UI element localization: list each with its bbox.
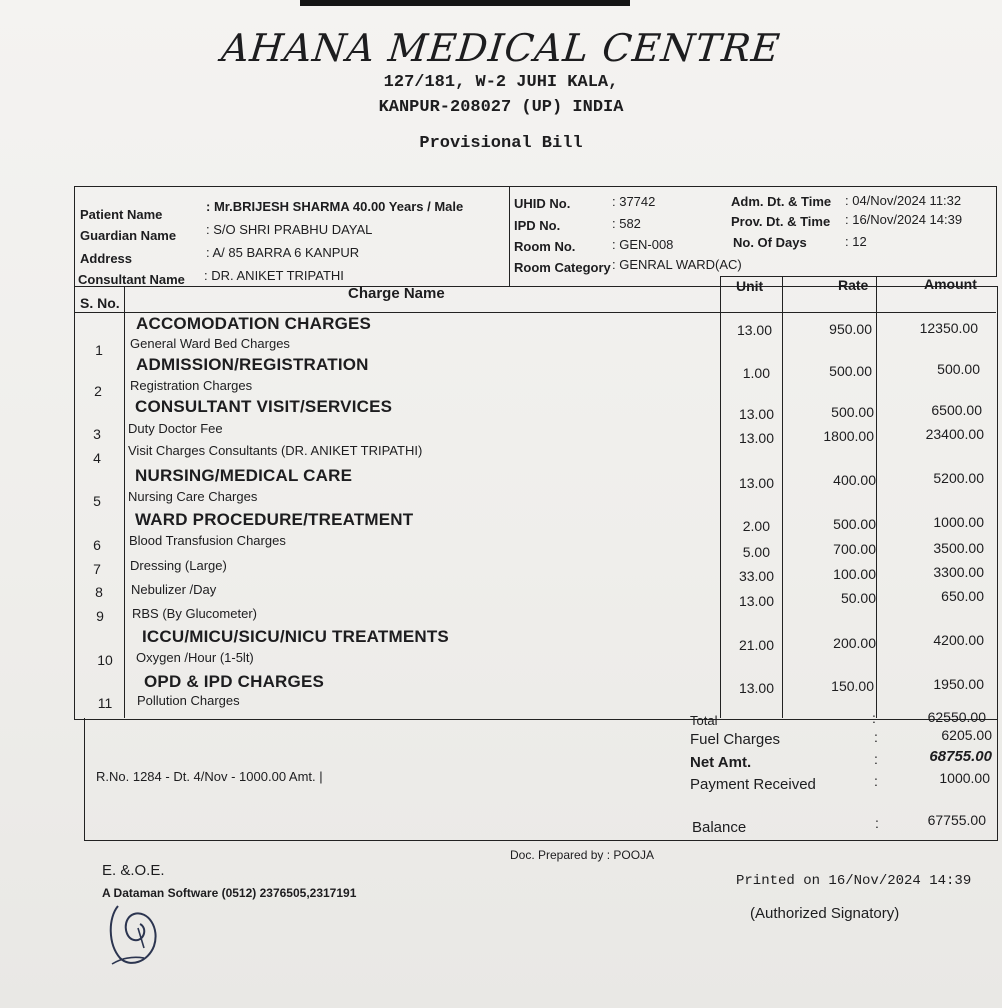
row-charge-name: Blood Transfusion Charges <box>129 533 286 548</box>
row-rate: 100.00 <box>833 566 876 582</box>
receipt-note: R.No. 1284 - Dt. 4/Nov - 1000.00 Amt. | <box>96 769 323 784</box>
row-sno: 5 <box>93 493 101 509</box>
row-rate: 500.00 <box>831 404 874 420</box>
unit-divider <box>782 276 783 718</box>
net-amount-value: 68755.00 <box>929 748 992 765</box>
row-amount: 650.00 <box>941 588 984 604</box>
consultant-name-label: Consultant Name <box>78 272 185 287</box>
balance-value: 67755.00 <box>927 812 986 828</box>
row-charge-name: Nebulizer /Day <box>131 582 217 597</box>
hospital-name: AHANA MEDICAL CENTRE <box>219 26 783 70</box>
row-rate: 400.00 <box>833 472 876 488</box>
ipd-label: IPD No. <box>514 218 561 233</box>
guardian-name-value: : S/O SHRI PRABHU DAYAL <box>206 222 373 237</box>
row-sno: 1 <box>95 342 103 358</box>
row-amount: 3500.00 <box>933 540 984 556</box>
row-charge-name: Nursing Care Charges <box>128 489 258 504</box>
payment-received-value: 1000.00 <box>939 770 990 786</box>
row-sno: 8 <box>95 584 103 600</box>
category-heading: CONSULTANT VISIT/SERVICES <box>135 397 393 416</box>
row-sno: 9 <box>96 608 104 624</box>
column-rate: Rate <box>838 277 869 293</box>
fuel-charges-colon: : <box>874 729 878 745</box>
row-sno: 2 <box>94 383 102 399</box>
charge-divider <box>720 276 721 718</box>
category-heading: OPD & IPD CHARGES <box>144 672 325 691</box>
row-rate: 50.00 <box>840 590 876 606</box>
row-amount: 5200.00 <box>933 470 984 486</box>
row-rate: 500.00 <box>833 516 876 532</box>
room-category-value: : GENRAL WARD(AC) <box>612 257 742 272</box>
payment-received-label: Payment Received <box>690 776 816 793</box>
patient-name-value: : Mr.BRIJESH SHARMA 40.00 Years / Male <box>206 199 464 214</box>
column-charge-name: Charge Name <box>348 285 445 302</box>
row-rate: 150.00 <box>831 678 874 694</box>
row-charge-name: Dressing (Large) <box>130 558 227 573</box>
software-credit: A Dataman Software (0512) 2376505,2317191 <box>102 886 357 900</box>
category-heading: ICCU/MICU/SICU/NICU TREATMENTS <box>142 627 449 646</box>
prepared-by: Doc. Prepared by : POOJA <box>510 848 655 862</box>
days-label: No. Of Days <box>733 235 807 250</box>
balance-label: Balance <box>692 819 747 836</box>
row-charge-name: Oxygen /Hour (1-5lt) <box>136 650 254 665</box>
column-sno: S. No. <box>80 295 120 311</box>
row-amount: 1950.00 <box>933 676 984 692</box>
row-amount: 6500.00 <box>931 402 982 418</box>
total-colon: : <box>872 710 876 726</box>
address-label: Address <box>80 251 133 266</box>
row-charge-name: Duty Doctor Fee <box>128 421 223 436</box>
category-heading: ADMISSION/REGISTRATION <box>136 355 369 374</box>
row-sno: 7 <box>93 561 101 577</box>
row-rate: 500.00 <box>829 363 872 379</box>
provisional-date-value: : 16/Nov/2024 14:39 <box>845 212 963 227</box>
admission-date-value: : 04/Nov/2024 11:32 <box>845 193 962 208</box>
row-sno: 10 <box>97 652 113 668</box>
row-sno: 3 <box>93 426 101 442</box>
row-amount: 12350.00 <box>919 320 978 336</box>
row-amount: 500.00 <box>937 361 980 377</box>
row-amount: 3300.00 <box>933 564 984 580</box>
rate-divider <box>876 276 877 718</box>
column-amount: Amount <box>924 276 977 292</box>
scan-edge <box>300 0 630 6</box>
sno-divider <box>124 286 125 718</box>
bill-title: Provisional Bill <box>419 134 583 153</box>
printed-on: Printed on 16/Nov/2024 14:39 <box>736 873 972 889</box>
balance-colon: : <box>875 815 879 831</box>
category-heading: NURSING/MEDICAL CARE <box>135 466 353 485</box>
row-unit: 33.00 <box>738 568 774 584</box>
payment-received-colon: : <box>874 773 878 789</box>
row-rate: 1800.00 <box>823 428 874 444</box>
row-charge-name: Registration Charges <box>130 378 253 393</box>
column-unit: Unit <box>736 278 764 294</box>
consultant-name-value: : DR. ANIKET TRIPATHI <box>204 268 344 283</box>
row-amount: 4200.00 <box>933 632 984 648</box>
row-sno: 4 <box>93 450 101 466</box>
total-label: Total <box>690 713 718 728</box>
row-unit: 13.00 <box>738 430 774 446</box>
row-rate: 200.00 <box>833 635 876 651</box>
row-unit: 13.00 <box>738 593 774 609</box>
net-amount-colon: : <box>874 751 878 767</box>
row-amount: 1000.00 <box>933 514 984 530</box>
fuel-charges-label: Fuel Charges <box>690 731 781 748</box>
provisional-date-label: Prov. Dt. & Time <box>731 214 831 229</box>
row-unit: 13.00 <box>738 475 774 491</box>
fuel-charges-value: 6205.00 <box>941 727 992 743</box>
row-unit: 1.00 <box>742 365 770 381</box>
row-sno: 11 <box>97 695 113 711</box>
admission-date-label: Adm. Dt. & Time <box>731 194 832 209</box>
room-no-label: Room No. <box>514 239 576 254</box>
row-unit: 13.00 <box>736 322 772 338</box>
row-unit: 13.00 <box>738 680 774 696</box>
uhid-label: UHID No. <box>514 196 571 211</box>
row-unit: 5.00 <box>742 544 770 560</box>
eoe-note: E. &.O.E. <box>102 862 165 879</box>
table-header-bottom-line <box>74 312 996 313</box>
address-value: : A/ 85 BARRA 6 KANPUR <box>206 245 360 260</box>
signature-scribble <box>104 898 164 970</box>
patient-name-label: Patient Name <box>80 207 163 222</box>
row-sno: 6 <box>93 537 101 553</box>
hospital-address-line1: 127/181, W-2 JUHI KALA, <box>383 73 619 92</box>
row-charge-name: Visit Charges Consultants (DR. ANIKET TRIPATHI) <box>128 443 423 458</box>
uhid-value: : 37742 <box>612 194 656 209</box>
total-value: 62550.00 <box>927 709 986 725</box>
net-amount-label: Net Amt. <box>690 754 752 771</box>
hospital-address-line2: KANPUR-208027 (UP) INDIA <box>378 98 624 117</box>
ipd-value: : 582 <box>612 216 641 231</box>
authorized-signatory: (Authorized Signatory) <box>750 905 900 922</box>
row-amount: 23400.00 <box>925 426 984 442</box>
row-unit: 2.00 <box>742 518 770 534</box>
room-no-value: : GEN-008 <box>612 237 674 252</box>
category-heading: ACCOMODATION CHARGES <box>136 314 372 333</box>
guardian-name-label: Guardian Name <box>80 228 177 243</box>
row-rate: 700.00 <box>833 541 876 557</box>
days-value: : 12 <box>845 234 867 249</box>
row-charge-name: Pollution Charges <box>137 693 240 708</box>
row-rate: 950.00 <box>829 321 872 337</box>
category-heading: WARD PROCEDURE/TREATMENT <box>135 510 414 529</box>
row-unit: 13.00 <box>738 406 774 422</box>
room-category-label: Room Category <box>514 260 611 275</box>
row-charge-name: RBS (By Glucometer) <box>132 606 257 621</box>
row-unit: 21.00 <box>738 637 774 653</box>
row-charge-name: General Ward Bed Charges <box>130 336 290 351</box>
